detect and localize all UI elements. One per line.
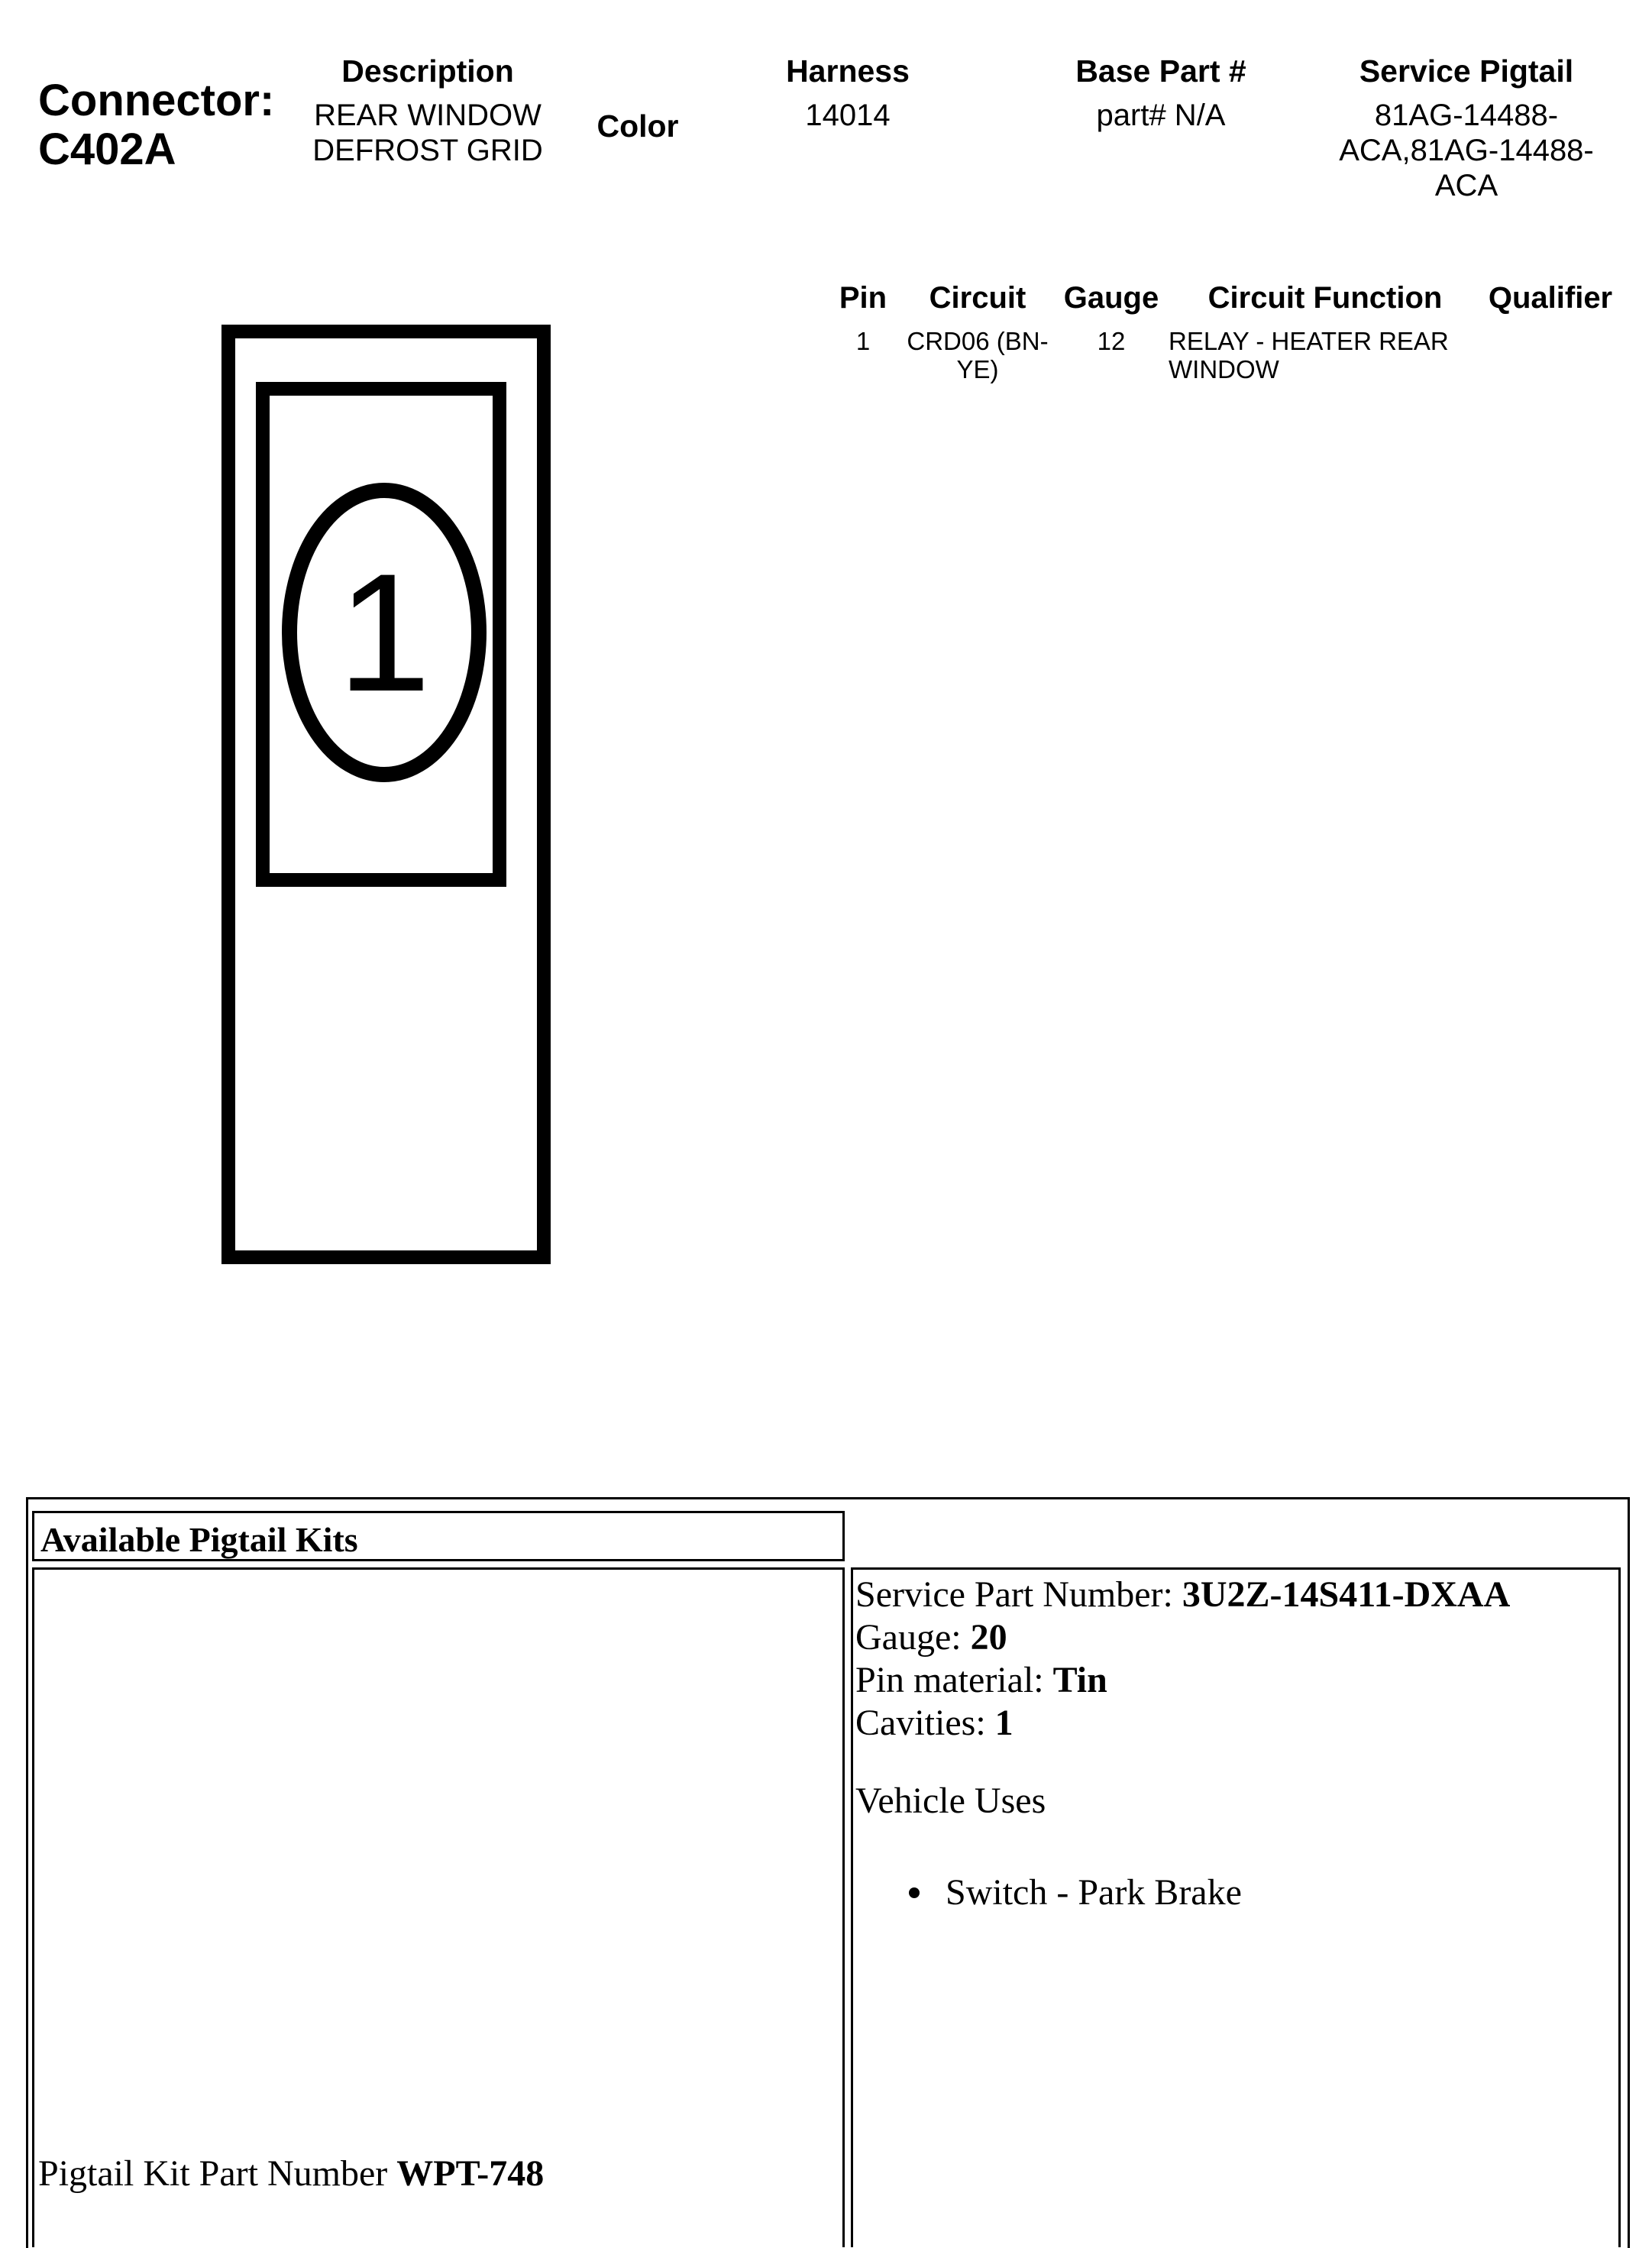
pigtail-kits-title: Available Pigtail Kits	[40, 1520, 358, 1559]
service-pigtail-line-1: 81AG-14488-	[1374, 99, 1559, 132]
pin-material-value: Tin	[1052, 1660, 1107, 1700]
gauge-header: Gauge	[1063, 281, 1159, 315]
harness-header: Harness	[786, 53, 910, 89]
description-line-2: DEFROST GRID	[312, 134, 543, 167]
circuit-line-2: YE)	[956, 355, 999, 383]
service-part-label: Service Part Number:	[855, 1574, 1182, 1615]
description-line-1: REAR WINDOW	[314, 99, 542, 132]
cavities-label: Cavities:	[855, 1703, 995, 1743]
service-pigtail-value	[1314, 98, 1619, 203]
pigtail-image-cell	[32, 1567, 845, 2247]
pin-number-label: 1	[337, 539, 432, 726]
gauge-value: 20	[970, 1617, 1007, 1658]
pigtail-kit-part-number	[38, 2153, 544, 2195]
description-header: Description	[341, 53, 514, 89]
pin-header: Pin	[839, 281, 887, 315]
connector-title	[38, 76, 274, 174]
service-pigtail-header: Service Pigtail	[1359, 53, 1574, 89]
circuit-function-cell	[1169, 327, 1474, 383]
function-line-1: RELAY - HEATER REAR	[1169, 327, 1449, 355]
cavities-line	[855, 1702, 1510, 1745]
circuit-line-1: CRD06 (BN-	[907, 327, 1049, 355]
circuit-cell	[894, 327, 1062, 383]
gauge-line	[855, 1616, 1510, 1659]
qualifier-header: Qualifier	[1488, 281, 1613, 315]
circuit-function-header: Circuit Function	[1207, 281, 1443, 315]
color-header: Color	[596, 108, 679, 144]
connector-id: C402A	[38, 125, 176, 174]
service-part-number: 3U2Z-14S411-DXAA	[1182, 1574, 1511, 1615]
bullet-icon	[909, 1887, 920, 1898]
gauge-label: Gauge:	[855, 1617, 971, 1658]
vehicle-use-item	[909, 1871, 1242, 1913]
pin-material-line	[855, 1659, 1510, 1702]
gauge-cell: 12	[1097, 327, 1126, 355]
connector-diagram	[221, 325, 558, 1272]
description-value	[290, 98, 565, 168]
base-part-value: part# N/A	[1096, 99, 1226, 132]
connector-label: Connector:	[38, 76, 275, 125]
pigtail-kits-title-box	[32, 1511, 845, 1561]
cavities-value: 1	[994, 1703, 1014, 1743]
kit-part-label: Pigtail Kit Part Number	[38, 2153, 397, 2194]
pin-material-label: Pin material:	[855, 1660, 1053, 1700]
pigtail-details	[855, 1574, 1510, 1745]
kit-part-value: WPT-748	[396, 2153, 545, 2194]
function-line-2: WINDOW	[1169, 355, 1279, 383]
service-pigtail-line-2: ACA,81AG-14488-	[1339, 134, 1594, 167]
base-part-header: Base Part #	[1075, 53, 1246, 89]
service-part-line	[855, 1574, 1510, 1616]
vehicle-uses-label: Vehicle Uses	[855, 1781, 1046, 1821]
harness-value: 14014	[805, 99, 891, 132]
service-pigtail-line-3: ACA	[1434, 169, 1498, 202]
circuit-header: Circuit	[929, 281, 1026, 315]
vehicle-use-text: Switch - Park Brake	[946, 1872, 1242, 1913]
pin-cell: 1	[855, 327, 871, 355]
